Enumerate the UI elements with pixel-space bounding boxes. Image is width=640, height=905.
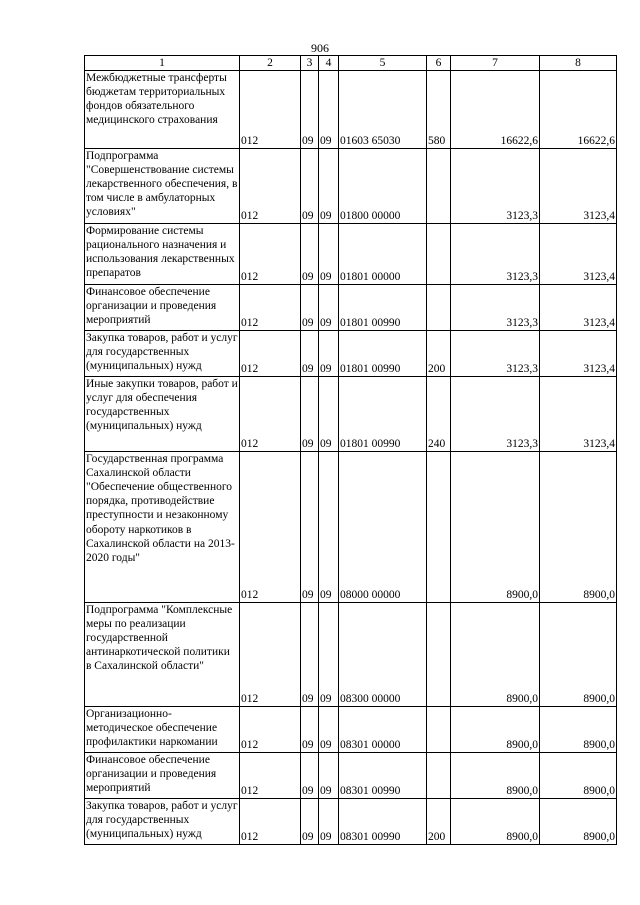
column-header: 2: [240, 56, 301, 71]
row-value-cell: 3123,4: [540, 149, 617, 224]
row-value-cell: [427, 603, 451, 707]
table-row: [85, 71, 617, 149]
row-value-cell: 08301 00990: [339, 799, 427, 845]
column-header: 3: [301, 56, 319, 71]
row-value-cell: 09: [319, 149, 339, 224]
row-value-cell: 08301 00000: [339, 707, 427, 753]
row-name-cell: Закупка товаров, работ и услуг для государственных (муниципальных) нужд: [85, 331, 240, 377]
row-value-cell: 8900,0: [451, 603, 540, 707]
row-value-cell: 01801 00990: [339, 331, 427, 377]
row-value-cell: 012: [240, 603, 301, 707]
row-value-cell: 09: [319, 707, 339, 753]
page-number: 906: [311, 41, 329, 55]
row-value-cell: 09: [301, 799, 319, 845]
row-value-cell: 09: [319, 285, 339, 331]
row-value-cell: 3123,4: [540, 224, 617, 285]
row-value-cell: 09: [301, 149, 319, 224]
row-value-cell: 3123,3: [451, 149, 540, 224]
row-value-cell: 8900,0: [540, 753, 617, 799]
row-value-cell: 200: [427, 331, 451, 377]
row-value-cell: 012: [240, 377, 301, 452]
row-value-cell: 200: [427, 799, 451, 845]
row-value-cell: 08301 00990: [339, 753, 427, 799]
row-value-cell: 08000 00000: [339, 452, 427, 603]
row-name-cell: Иные закупки товаров, работ и услуг для обеспечения государственных (муниципальных) нужд: [85, 377, 240, 452]
column-header: 7: [451, 56, 540, 71]
row-value-cell: 09: [319, 799, 339, 845]
row-value-cell: 01603 65030: [339, 71, 427, 149]
row-value-cell: 16622,6: [451, 71, 540, 149]
table-row: [85, 603, 617, 707]
row-value-cell: 09: [301, 377, 319, 452]
budget-table: [84, 55, 617, 845]
row-value-cell: 09: [301, 707, 319, 753]
row-value-cell: 09: [301, 753, 319, 799]
row-value-cell: 012: [240, 331, 301, 377]
row-value-cell: 3123,3: [451, 331, 540, 377]
row-name-cell: Закупка товаров, работ и услуг для государственных (муниципальных) нужд: [85, 799, 240, 845]
row-value-cell: 3123,4: [540, 377, 617, 452]
table-row: [85, 331, 617, 377]
row-value-cell: [427, 149, 451, 224]
row-value-cell: 012: [240, 452, 301, 603]
row-value-cell: 8900,0: [540, 707, 617, 753]
row-value-cell: [427, 224, 451, 285]
row-value-cell: 012: [240, 71, 301, 149]
row-value-cell: 01801 00990: [339, 285, 427, 331]
row-name-cell: Межбюджетные трансферты бюджетам территориальных фондов обязательного медицинского страхования: [85, 71, 240, 149]
row-value-cell: 09: [319, 603, 339, 707]
row-value-cell: 012: [240, 224, 301, 285]
row-value-cell: 8900,0: [451, 799, 540, 845]
row-value-cell: 012: [240, 799, 301, 845]
column-header: 5: [339, 56, 427, 71]
row-value-cell: 09: [301, 285, 319, 331]
row-name-cell: Подпрограмма "Совершенствование системы лекарственного обеспечения, в том числе в амбулаторных условиях": [85, 149, 240, 224]
table-row: [85, 377, 617, 452]
row-value-cell: 3123,3: [451, 377, 540, 452]
row-value-cell: 08300 00000: [339, 603, 427, 707]
table-row: [85, 452, 617, 603]
row-name-cell: Формирование системы рационального назначения и использования лекарственных препаратов: [85, 224, 240, 285]
table-row: [85, 149, 617, 224]
row-value-cell: [427, 707, 451, 753]
column-header: 1: [85, 56, 240, 71]
table-row: [85, 753, 617, 799]
table-row: [85, 224, 617, 285]
row-value-cell: 16622,6: [540, 71, 617, 149]
row-value-cell: 580: [427, 71, 451, 149]
row-value-cell: 8900,0: [451, 452, 540, 603]
row-value-cell: 012: [240, 285, 301, 331]
row-value-cell: 09: [319, 377, 339, 452]
row-value-cell: 012: [240, 149, 301, 224]
row-value-cell: 09: [301, 603, 319, 707]
row-value-cell: 09: [319, 331, 339, 377]
table-row: [85, 285, 617, 331]
row-value-cell: [427, 452, 451, 603]
row-name-cell: Финансовое обеспечение организации и проведения мероприятий: [85, 285, 240, 331]
row-value-cell: 3123,4: [540, 285, 617, 331]
header-row: [85, 56, 617, 71]
row-name-cell: Организационно-методическое обеспечение профилактики наркомании: [85, 707, 240, 753]
row-value-cell: 240: [427, 377, 451, 452]
row-value-cell: 3123,3: [451, 285, 540, 331]
row-value-cell: 8900,0: [451, 707, 540, 753]
row-value-cell: 3123,4: [540, 331, 617, 377]
row-value-cell: 09: [301, 452, 319, 603]
row-value-cell: 01801 00000: [339, 224, 427, 285]
row-value-cell: 09: [319, 452, 339, 603]
row-value-cell: 09: [301, 331, 319, 377]
row-value-cell: 012: [240, 753, 301, 799]
column-header: 8: [540, 56, 617, 71]
row-value-cell: 09: [319, 224, 339, 285]
row-value-cell: 01800 00000: [339, 149, 427, 224]
row-value-cell: 012: [240, 707, 301, 753]
column-header: 4: [319, 56, 339, 71]
row-value-cell: 09: [301, 224, 319, 285]
row-value-cell: 8900,0: [540, 603, 617, 707]
row-value-cell: [427, 285, 451, 331]
table-row: [85, 799, 617, 845]
table-body: [85, 56, 617, 845]
row-name-cell: Финансовое обеспечение организации и проведения мероприятий: [85, 753, 240, 799]
table-row: [85, 707, 617, 753]
row-value-cell: 09: [301, 71, 319, 149]
row-value-cell: 09: [319, 753, 339, 799]
row-value-cell: 8900,0: [540, 799, 617, 845]
row-name-cell: Подпрограмма "Комплексные меры по реализации государственной антинаркотической политики в Сахалинской области": [85, 603, 240, 707]
row-value-cell: 3123,3: [451, 224, 540, 285]
column-header: 6: [427, 56, 451, 71]
row-value-cell: 8900,0: [540, 452, 617, 603]
row-value-cell: 8900,0: [451, 753, 540, 799]
row-value-cell: [427, 753, 451, 799]
row-name-cell: Государственная программа Сахалинской области "Обеспечение общественного порядка, противодействие преступности и незаконному обороту наркотиков в Сахалинской области на 2013-2020 годы": [85, 452, 240, 603]
row-value-cell: 09: [319, 71, 339, 149]
row-value-cell: 01801 00990: [339, 377, 427, 452]
